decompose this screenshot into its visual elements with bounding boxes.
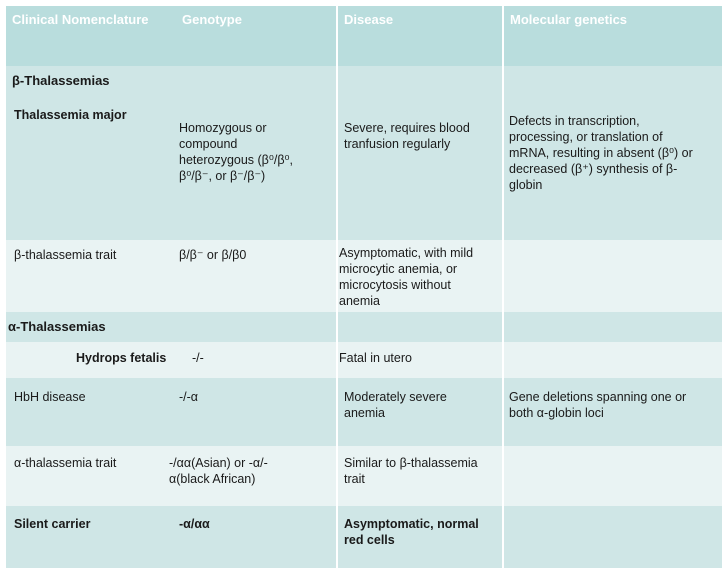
row-disease: Similar to β-thalassemia trait [344, 456, 478, 486]
table-row [6, 506, 722, 568]
row-disease: Moderately severe anemia [344, 390, 447, 420]
section-beta-thalassemias: β-Thalassemias [12, 73, 110, 88]
section-row [6, 312, 722, 342]
row-genotype: -/αα(Asian) or -α/- α(black African) [169, 456, 268, 486]
row-molecular: Defects in transcription, processing, or translation of mRNA, resulting in absent (β⁰) or decreased (β⁺) synthesis of β- globin [509, 114, 693, 192]
header-disease: Disease [336, 6, 502, 66]
header-clinical-nomenclature: Clinical Nomenclature [12, 12, 149, 27]
row-name: Hydrops fetalis [76, 351, 167, 365]
row-name: HbH disease [14, 390, 86, 404]
row-genotype: -/- [192, 351, 204, 365]
table-row [6, 240, 722, 312]
row-genotype: -α/αα [179, 517, 210, 531]
row-disease: Fatal in utero [339, 351, 412, 365]
section-alpha-thalassemias: α-Thalassemias [8, 319, 106, 334]
row-genotype: β/β⁻ or β/β0 [179, 248, 247, 262]
table-row [6, 378, 722, 446]
row-name: Silent carrier [14, 517, 91, 531]
thalassemia-table [6, 6, 722, 568]
row-name: α-thalassemia trait [14, 456, 117, 470]
table-row [6, 342, 722, 378]
row-molecular: Gene deletions spanning one or both α-globin loci [509, 390, 687, 420]
row-genotype: -/-α [179, 390, 199, 404]
row-disease: Severe, requires blood tranfusion regularly [344, 121, 470, 151]
row-name: β-thalassemia trait [14, 248, 117, 262]
table-row [6, 66, 722, 240]
header-genotype: Genotype [182, 12, 242, 27]
row-name: Thalassemia major [14, 108, 127, 122]
table-row [6, 446, 722, 506]
row-genotype: Homozygous or compound heterozygous (β⁰/β⁰, β⁰/β⁻, or β⁻/β⁻) [179, 121, 294, 183]
row-disease: Asymptomatic, with mild microcytic anemia, or microcytosis without anemia [339, 246, 474, 308]
table-header [6, 6, 722, 66]
row-disease: Asymptomatic, normal red cells [344, 517, 479, 547]
header-molecular-genetics: Molecular genetics [502, 6, 722, 66]
